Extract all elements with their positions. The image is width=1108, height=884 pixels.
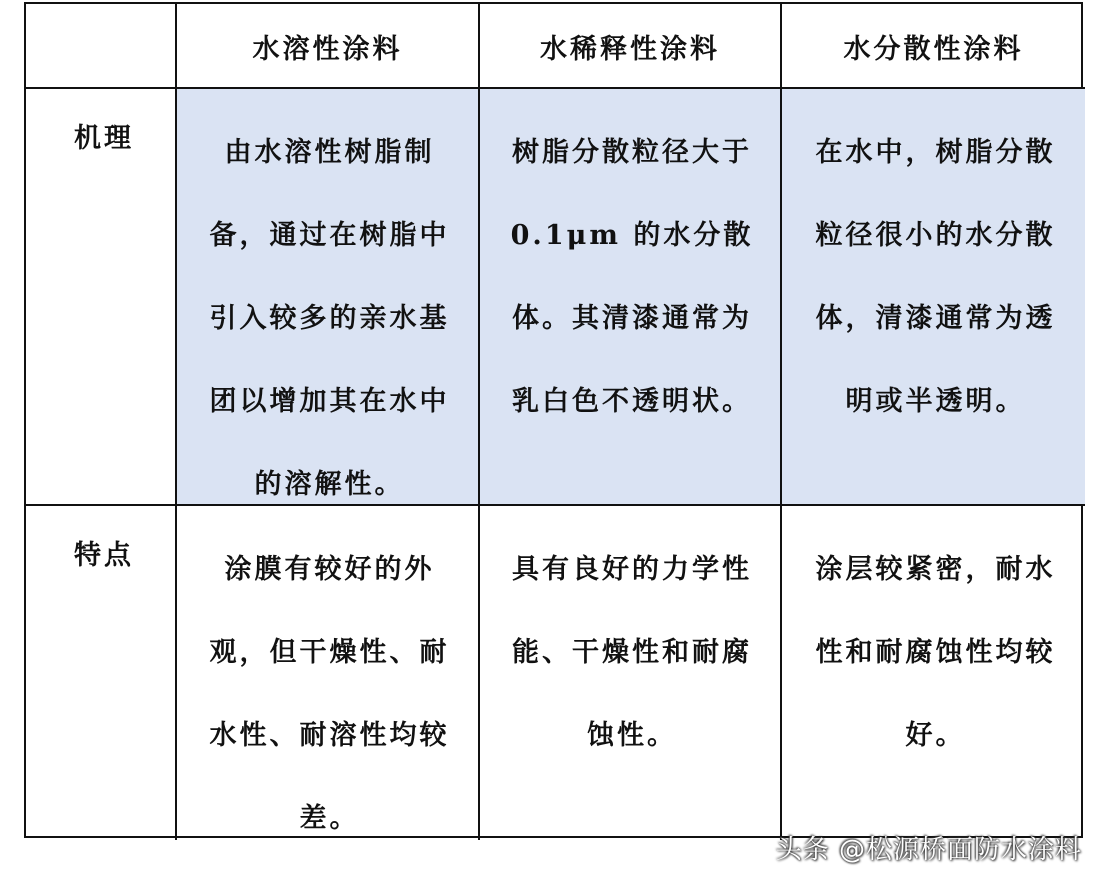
mechanism-water-dilutable-cell: 树脂分散粒径大于0.1μm 的水分散体。其清漆通常为乳白色不透明状。 bbox=[480, 89, 782, 506]
comparison-table bbox=[24, 2, 1083, 838]
column-header-water-dispersible: 水分散性涂料 bbox=[782, 4, 1085, 89]
row-header-characteristics: 特点 bbox=[26, 506, 177, 840]
characteristics-water-dilutable-cell: 具有良好的力学性能、干燥性和耐腐蚀性。 bbox=[480, 506, 782, 840]
characteristics-water-soluble-cell: 涂膜有较好的外观，但干燥性、耐水性、耐溶性均较差。 bbox=[177, 506, 480, 840]
column-header-water-dilutable: 水稀释性涂料 bbox=[480, 4, 782, 89]
mechanism-water-soluble-cell: 由水溶性树脂制备，通过在树脂中引入较多的亲水基团以增加其在水中的溶解性。 bbox=[177, 89, 480, 506]
characteristics-water-dispersible-cell: 涂层较紧密，耐水性和耐腐蚀性均较好。 bbox=[815, 554, 1056, 751]
mechanism-water-dispersible-cell: 在水中，树脂分散粒径很小的水分散体，清漆通常为透明或半透明。 bbox=[782, 89, 1085, 506]
row-header-mechanism: 机理 bbox=[26, 89, 177, 506]
column-header-water-soluble: 水溶性涂料 bbox=[177, 4, 480, 89]
watermark: 头条 @松源桥面防水涂料 bbox=[775, 835, 1082, 865]
table-corner-cell bbox=[26, 4, 177, 89]
